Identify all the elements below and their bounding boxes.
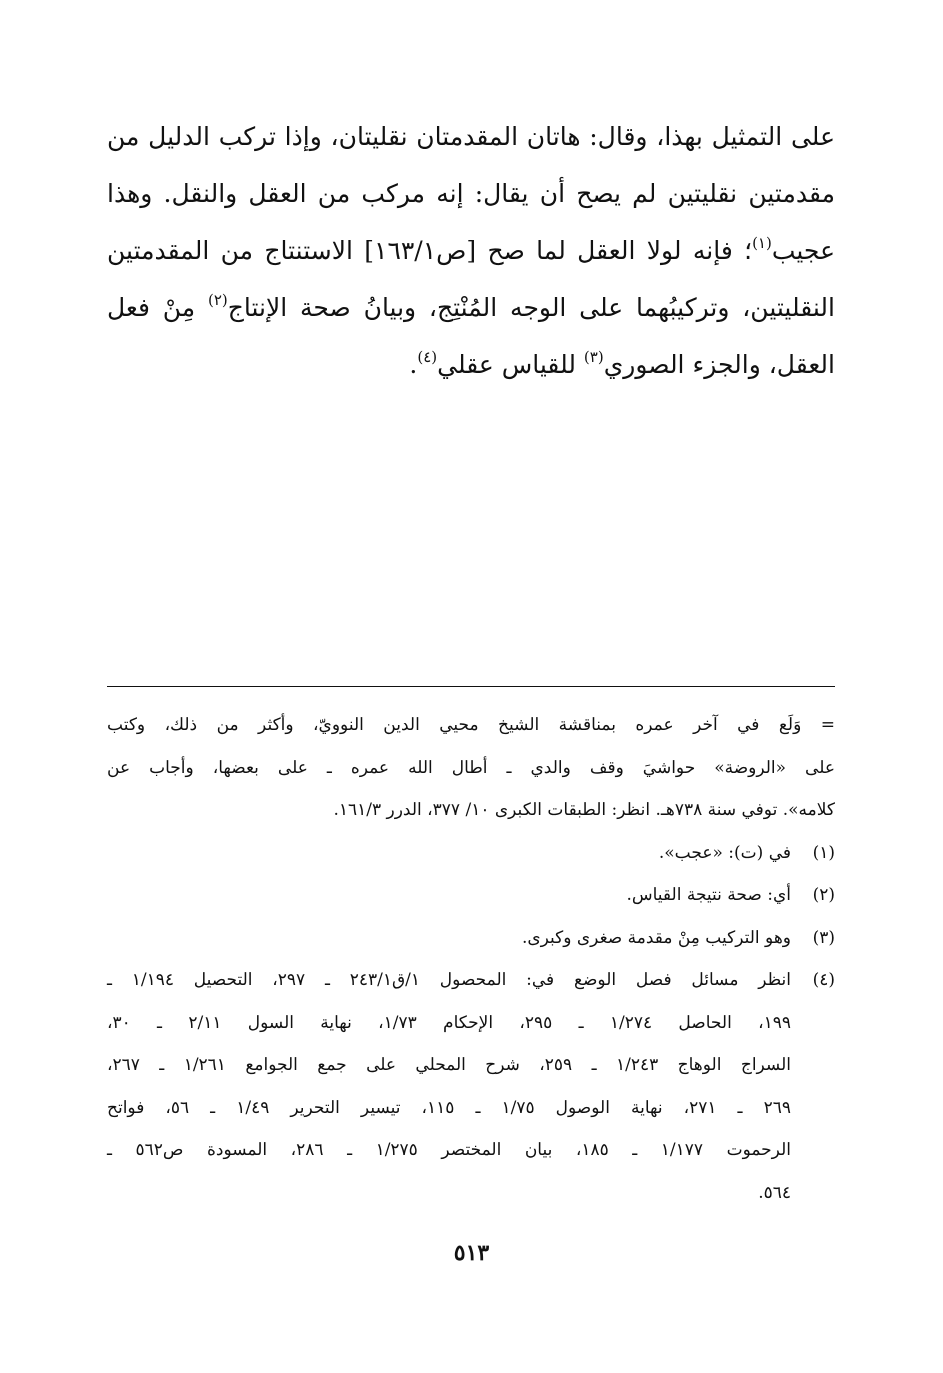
footnote-number: (٣) bbox=[812, 927, 835, 948]
footnote-4-line: ١٩٩، الحاصل ١/٢٧٤ ـ ٢٩٥، الإحكام ١/٧٣، نهاية السول ٢/١١ ـ ٣٠، bbox=[107, 1012, 791, 1033]
body-text: مِنْ فعل bbox=[107, 293, 208, 322]
footnote-4-line: الرحموت ١/١٧٧ ـ ١٨٥، بيان المختصر ١/٢٧٥ ـ ٢٨٦، المسودة ص٥٦٢ ـ bbox=[107, 1140, 791, 1160]
footnote-text: في (ت): «عجب». bbox=[658, 842, 791, 863]
footnote-number: (٤) bbox=[812, 970, 835, 990]
footnote-3 bbox=[107, 917, 835, 960]
body-line-2 bbox=[107, 165, 835, 222]
footnote-text: انظر مسائل فصل الوضع في: المحصول ١/ق٢٤٣/١ ـ ٢٩٧، التحصيل ١/١٩٤ ـ bbox=[107, 970, 791, 990]
footnote-number: (١) bbox=[812, 842, 835, 863]
footnote-continuation-line: على «الروضة» حواشيَ وقف والدي ـ أطال الله عمره ـ على بعضها، وأجاب عن bbox=[107, 757, 835, 778]
body-text: . bbox=[409, 350, 418, 379]
footnote-4 bbox=[107, 959, 835, 1002]
main-body-text bbox=[107, 108, 835, 393]
body-text: مقدمتين نقليتين لم يصح أن يقال: إنه مركب من العقل والنقل. وهذا bbox=[107, 179, 835, 208]
page-number: ٥١٣ bbox=[453, 1240, 490, 1266]
footnote-4-line: السراج الوهاج ١/٢٤٣ ـ ٢٥٩، شرح المحلي على جمع الجوامع ١/٢٦١ ـ ٢٦٧، bbox=[107, 1055, 791, 1075]
footnote-text: وهو التركيب مِنْ مقدمة صغرى وكبرى. bbox=[521, 927, 791, 948]
footnote-marker-3[interactable]: (٣) bbox=[583, 347, 604, 366]
footnote-marker-1[interactable]: (١) bbox=[752, 233, 772, 252]
footnotes-section bbox=[107, 704, 835, 1214]
footnote-number: (٢) bbox=[812, 885, 835, 905]
footnote-separator bbox=[107, 686, 835, 687]
body-text: على التمثيل بهذا، وقال: هاتان المقدمتان نقليتان، وإذا تركب الدليل من bbox=[107, 122, 835, 151]
footnote-4-line: ٢٦٩ ـ ٢٧١، نهاية الوصول ١/٧٥ ـ ١١٥، تيسير التحرير ١/٤٩ ـ ٥٦، فواتح bbox=[107, 1097, 791, 1118]
body-line-5 bbox=[107, 336, 835, 393]
footnote-continuation-line: كلامه». توفي سنة ٧٣٨هـ. انظر: الطبقات الكبرى ١٠/ ٣٧٧، الدرر ١٦١/٣. bbox=[333, 800, 835, 820]
footnote-4-line: ٥٦٤. bbox=[758, 1182, 791, 1203]
body-text: العقل، والجزء الصوري bbox=[603, 350, 835, 379]
footnote-2 bbox=[107, 874, 835, 917]
footnote-continuation-line: = وَلَع في آخر عمره بمناقشة الشيخ محيي الدين النوويّ، وأكثر من ذلك، وكتب bbox=[107, 715, 835, 735]
body-text: للقياس عقلي bbox=[437, 350, 584, 379]
body-text: النقليتين، وتركيبُهما على الوجه المُنْتِج، وبيانُ صحة الإنتاج bbox=[227, 293, 835, 322]
footnote-marker-4[interactable]: (٤) bbox=[417, 347, 438, 366]
body-line-4 bbox=[107, 279, 835, 336]
body-line-1 bbox=[107, 108, 835, 165]
body-line-3 bbox=[107, 222, 835, 279]
body-text: عجيب bbox=[771, 236, 835, 265]
body-text: ؛ فإنه لولا العقل لما صح [ص١٦٣/١] الاستنتاج من المقدمتين bbox=[107, 236, 753, 265]
footnote-1 bbox=[107, 832, 835, 875]
footnote-marker-2[interactable]: (٢) bbox=[207, 290, 228, 309]
footnote-text: أي: صحة نتيجة القياس. bbox=[626, 885, 791, 905]
